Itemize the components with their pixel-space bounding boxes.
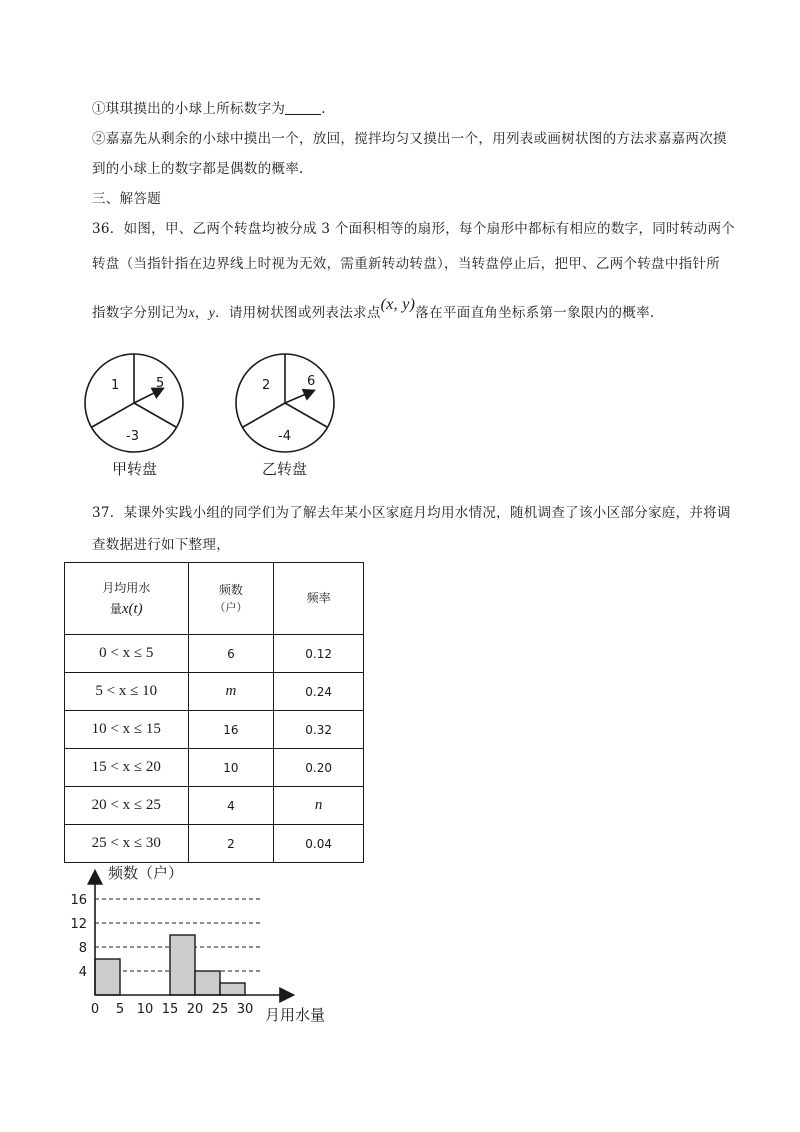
- q37-line1: 37．某课外实践小组的同学们为了解去年某小区家庭月均用水情况，随机调查了该小区部分家庭，并将调: [92, 505, 731, 521]
- table-row: [65, 711, 364, 749]
- header-water-usage-line1: 月均用水: [102, 580, 151, 595]
- spinner-b-value: 2: [262, 378, 271, 393]
- histogram-bar: [195, 971, 220, 995]
- range-cell: 5 < x ≤ 10: [65, 673, 189, 711]
- y-tick-label: 12: [70, 917, 87, 932]
- frequency-table: [64, 562, 364, 863]
- x-tick-label: 15: [161, 1002, 179, 1017]
- histogram-bar: [95, 959, 120, 995]
- rate-cell: 0.32: [274, 711, 364, 749]
- histogram-bar: [220, 983, 245, 995]
- count-cell: 10: [188, 749, 274, 787]
- range-cell: 0 < x ≤ 5: [65, 635, 189, 673]
- spinner-b-divider: [285, 403, 327, 427]
- range-cell: 20 < x ≤ 25: [65, 787, 189, 825]
- spinner-a-value: 5: [156, 376, 165, 391]
- x-tick-label: 0: [90, 1002, 100, 1017]
- q36-line3-suffix: 落在平面直角坐标系第一象限内的概率.: [415, 305, 655, 321]
- header-count-line2: （户）: [214, 600, 248, 614]
- header-water-usage-line2: 量: [109, 601, 122, 616]
- table-row: [65, 787, 364, 825]
- section-heading: 三、解答题: [92, 191, 161, 207]
- header-water-usage: [65, 563, 189, 635]
- header-water-usage-var: x(t): [121, 600, 143, 617]
- q35-part2-line2: 到的小球上的数字都是偶数的概率.: [92, 161, 304, 177]
- q35-part2-line1: ②嘉嘉先从剩余的小球中摸出一个，放回，搅拌均匀又摸出一个，用列表或画树状图的方法求嘉嘉两次摸: [92, 131, 727, 147]
- y-axis-label: 频数（户）: [108, 864, 184, 882]
- header-frequency-count: [188, 563, 274, 635]
- count-cell: 16: [188, 711, 274, 749]
- y-tick-label: 4: [78, 965, 87, 980]
- spinner-a-divider: [134, 403, 176, 427]
- spinner-a: [85, 354, 183, 452]
- rate-cell: 0.24: [274, 673, 364, 711]
- range-cell: 15 < x ≤ 20: [65, 749, 189, 787]
- range-cell: 25 < x ≤ 30: [65, 825, 189, 863]
- range-cell: 10 < x ≤ 15: [65, 711, 189, 749]
- histogram-bar: [170, 935, 195, 995]
- spinners-figure: [0, 0, 800, 500]
- x-tick-label: 30: [236, 1002, 254, 1017]
- spinner-a-caption: 甲转盘: [112, 460, 158, 478]
- q36-line3-mid: ．请用树状图或列表法求点: [215, 305, 381, 321]
- table-header-row: [65, 563, 364, 635]
- x-axis-label: 月用水量: [265, 1006, 326, 1024]
- spinner-b-value: -4: [278, 429, 291, 444]
- rate-cell: 0.12: [274, 635, 364, 673]
- table-row: [65, 825, 364, 863]
- spinner-b-divider: [243, 403, 285, 427]
- point-xy: (x, y): [380, 296, 416, 313]
- header-count-line1: 频数: [218, 582, 243, 597]
- spinner-a-pointer: [134, 389, 162, 403]
- rate-cell: 0.20: [274, 749, 364, 787]
- count-cell: 6: [188, 635, 274, 673]
- rate-cell: n: [274, 787, 364, 825]
- q36-line2: 转盘（当指针指在边界线上时视为无效，需重新转动转盘），当转盘停止后，把甲、乙两个转盘中指针所: [92, 256, 721, 272]
- spinner-a-value: -3: [126, 429, 139, 444]
- histogram-chart: [0, 860, 400, 1040]
- count-cell: m: [188, 673, 274, 711]
- x-tick-label: 20: [186, 1002, 204, 1017]
- count-cell: 2: [188, 825, 274, 863]
- q37-line2: 查数据进行如下整理，: [92, 537, 230, 553]
- x-tick-label: 10: [136, 1002, 154, 1017]
- spinner-b: [236, 354, 334, 452]
- var-y: y: [208, 305, 216, 320]
- y-tick-label: 16: [70, 893, 87, 908]
- spinner-b-value: 6: [307, 374, 316, 389]
- rate-cell: 0.04: [274, 825, 364, 863]
- q36-line1: 36．如图，甲、乙两个转盘均被分成 3 个面积相等的扇形，每个扇形中都标有相应的数字，同时转动两个: [92, 221, 736, 237]
- spinner-b-caption: 乙转盘: [262, 460, 308, 478]
- q35-part1-text: ①琪琪摸出的小球上所标数字为: [92, 101, 286, 117]
- y-tick-label: 8: [78, 941, 87, 956]
- x-tick-label: 5: [115, 1002, 125, 1017]
- spinner-a-divider: [92, 403, 134, 427]
- q36-line3-prefix: 指数字分别记为: [92, 305, 189, 321]
- table-row: [65, 673, 364, 711]
- table-row: [65, 749, 364, 787]
- table-row: [65, 635, 364, 673]
- spinner-b-pointer: [285, 391, 313, 403]
- count-cell: 4: [188, 787, 274, 825]
- header-frequency-rate: 频率: [274, 563, 364, 635]
- spinner-a-value: 1: [111, 378, 120, 393]
- q36-sep: ，: [194, 305, 209, 321]
- var-x: x: [188, 305, 195, 320]
- x-tick-label: 25: [211, 1002, 229, 1017]
- q35-part1-end: .: [321, 101, 326, 117]
